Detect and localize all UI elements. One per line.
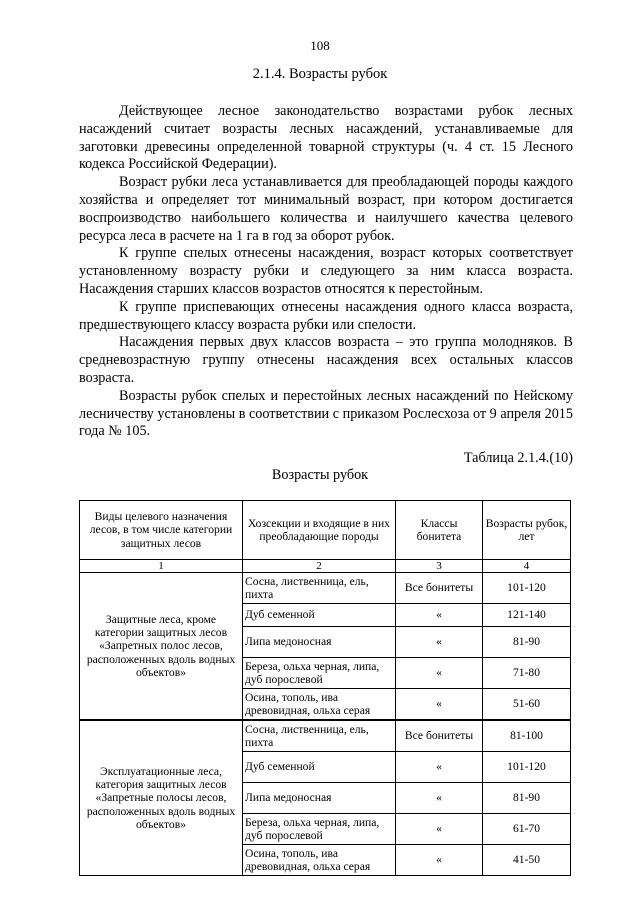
species-cell: Береза, ольха черная, липа, дуб порослевой	[243, 814, 396, 845]
column-number: 3	[396, 560, 483, 573]
age-cell: 61-70	[483, 814, 571, 845]
species-cell: Осина, тополь, ива древовидная, ольха серая	[243, 845, 396, 876]
bonitet-cell: «	[396, 783, 483, 814]
bonitet-cell: «	[396, 845, 483, 876]
age-cell: 81-90	[483, 627, 571, 658]
species-cell: Осина, тополь, ива древовидная, ольха серая	[243, 689, 396, 721]
category-cell: Эксплуатационные леса, категория защитных лесов «Запретные полосы лесов, расположенных вдоль водных объектов»	[80, 720, 243, 876]
column-number: 2	[243, 560, 396, 573]
paragraph: К группе приспевающих отнесены насаждения одного класса возраста, предшествующего классу возраста рубки или спелости.	[79, 298, 573, 333]
species-cell: Липа медоносная	[243, 627, 396, 658]
column-number: 1	[80, 560, 243, 573]
species-cell: Дуб семенной	[243, 604, 396, 627]
bonitet-cell: «	[396, 814, 483, 845]
paragraph: Действующее лесное законодательство возрастами рубок лесных насаждений считает возрасты лесных насаждений, устанавливаемые для заготовки древесины определенной товарной структуры (ч. 4 ст. 15 Лесного кодекса Российской Федерации).	[79, 103, 573, 173]
table-row	[80, 573, 571, 604]
bonitet-cell: Все бонитеты	[396, 573, 483, 604]
age-cell: 41-50	[483, 845, 571, 876]
paragraph: К группе спелых отнесены насаждения, возраст которых соответствует установленному возрасту рубки и следующего за ним класса возраста. Насаждения старших классов возрастов относятся к перестойным.	[79, 245, 573, 297]
species-cell: Липа медоносная	[243, 783, 396, 814]
page-number: 108	[310, 38, 330, 53]
body-text	[79, 103, 573, 441]
column-number: 4	[483, 560, 571, 573]
age-cell: 81-100	[483, 720, 571, 752]
category-cell: Защитные леса, кроме категории защитных лесов «Запретных полос лесов, расположенных вдоль водных объектов»	[80, 573, 243, 721]
table-header-row	[80, 501, 571, 560]
species-cell: Береза, ольха черная, липа, дуб порослевой	[243, 658, 396, 689]
age-cell: 121-140	[483, 604, 571, 627]
bonitet-cell: «	[396, 658, 483, 689]
bonitet-cell: «	[396, 604, 483, 627]
bonitet-cell: «	[396, 627, 483, 658]
paragraph: Возрасты рубок спелых и перестойных лесных насаждений по Нейскому лесничеству установлены в соответствии с приказом Рослесхоза от 9 апреля 2015 года № 105.	[79, 387, 573, 440]
table-title: Возрасты рубок	[271, 467, 369, 483]
bonitet-cell: «	[396, 752, 483, 783]
age-cell: 51-60	[483, 689, 571, 721]
species-cell: Сосна, лиственница, ель, пихта	[243, 573, 396, 604]
age-cell: 101-120	[483, 752, 571, 783]
age-cell: 81-90	[483, 783, 571, 814]
species-cell: Дуб семенной	[243, 752, 396, 783]
species-cell: Сосна, лиственница, ель, пихта	[243, 720, 396, 752]
header-cell: Хозсекции и входящие в них преобладающие породы	[243, 501, 396, 560]
paragraph: Возраст рубки леса устанавливается для преобладающей породы каждого хозяйства и определяет тот минимальный возраст, при котором достигается воспроизводство наибольшего количества и наилучшего качества целевого ресурса леса в расчете на 1 га в год за оборот рубок.	[79, 174, 573, 244]
bonitet-cell: Все бонитеты	[396, 720, 483, 752]
header-cell: Виды целевого назначения лесов, в том числе категории защитных лесов	[80, 501, 243, 560]
column-number-row	[80, 560, 571, 573]
bonitet-cell: «	[396, 689, 483, 721]
section-title: 2.1.4. Возрасты рубок	[252, 66, 388, 82]
table-number: Таблица 2.1.4.(10)	[463, 450, 573, 466]
age-cell: 101-120	[483, 573, 571, 604]
header-cell: Возрасты рубок, лет	[483, 501, 571, 560]
header-cell: Классы бонитета	[396, 501, 483, 560]
cutting-ages-table	[79, 500, 571, 876]
age-cell: 71-80	[483, 658, 571, 689]
table-row	[80, 720, 571, 752]
paragraph: Насаждения первых двух классов возраста – это группа молодняков. В средневозрастную группу отнесены насаждения всех остальных классов возраста.	[79, 334, 573, 386]
